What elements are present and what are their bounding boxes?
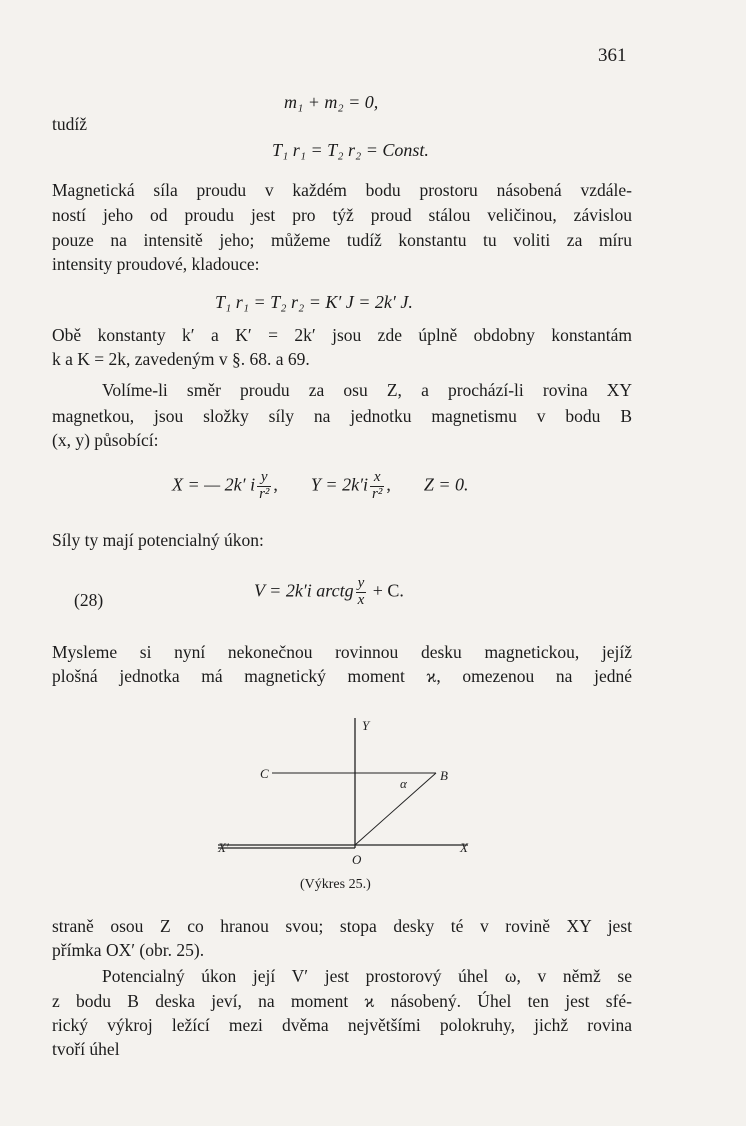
paragraph-line: Obě konstanty k′ a K′ = 2k′ jsou zde úplně obdobny konstantám bbox=[52, 325, 632, 345]
label-x: X bbox=[460, 840, 468, 855]
equation-potential: V = 2k′i arctg $\frac{y}{x}$ + C. bbox=[254, 575, 404, 608]
figure-25 bbox=[200, 700, 500, 875]
paragraph-line: plošná jednotka má magnetický moment ϰ, omezenou na jedné bbox=[52, 666, 632, 686]
paragraph-line: tvoří úhel bbox=[52, 1039, 120, 1059]
paragraph-line: Volíme-li směr proudu za osu Z, a prochází-li rovina XY bbox=[102, 380, 632, 400]
x-component: X = — 2k′ i bbox=[172, 474, 256, 495]
equation-number: (28) bbox=[74, 590, 104, 610]
fraction: $\frac{y}{x}$ bbox=[357, 575, 365, 608]
equation-const: T₁ r₁ = T₂ r₂ = Const. bbox=[272, 140, 429, 160]
fraction: $\frac{x}{\text{r²}}$ bbox=[372, 469, 383, 502]
paragraph-line: (x, y) působící: bbox=[52, 430, 159, 450]
figure-caption: (Výkres 25.) bbox=[300, 877, 371, 892]
label-c: C bbox=[260, 766, 269, 781]
equation-mass-sum: m₁ + m₂ = 0, bbox=[284, 92, 379, 112]
equation-force-components: X = — 2k′ i $\frac{y}{\text{r²}}$ , Y = 2k′i $\frac{x}{\text{r²}}$ , Z = 0. bbox=[172, 469, 469, 502]
y-component: Y = 2k′i bbox=[310, 474, 369, 495]
paragraph-line: intensity proudové, kladouce: bbox=[52, 254, 260, 274]
paragraph-line: rický výkroj ležící mezi dvěma největšími polokruhy, jichž rovina bbox=[52, 1015, 632, 1035]
label-alpha: α bbox=[400, 776, 407, 791]
word-tudiz: tudíž bbox=[52, 114, 87, 134]
paragraph-line: Magnetická síla proudu v každém bodu prostoru násobená vzdále- bbox=[52, 180, 632, 200]
line-ob bbox=[355, 773, 436, 845]
label-o: O bbox=[352, 852, 362, 867]
paragraph-line: Potencialný úkon její V′ jest prostorový úhel ω, v němž se bbox=[102, 966, 632, 986]
label-y: Y bbox=[362, 718, 370, 733]
page-number: 361 bbox=[598, 45, 627, 66]
paragraph-line: Mysleme si nyní nekonečnou rovinnou desku magnetickou, jejíž bbox=[52, 642, 632, 662]
paragraph-line: pouze na intensitě jeho; můžeme tudíž konstantu tu voliti za míru bbox=[52, 230, 632, 250]
paragraph-line: přímka OX′ (obr. 25). bbox=[52, 940, 205, 960]
paragraph-line: magnetkou, jsou složky síly na jednotku magnetismu v bodu B bbox=[52, 406, 632, 426]
paragraph-line: ností jeho od proudu jest pro týž proud stálou veličinou, závislou bbox=[52, 205, 632, 225]
paragraph-line: k a K = 2k, zavedeným v §. 68. a 69. bbox=[52, 349, 310, 369]
z-component: Z = 0. bbox=[423, 474, 469, 495]
paragraph-line: straně osou Z co hranou svou; stopa desky té v rovině XY jest bbox=[52, 916, 632, 936]
label-b: B bbox=[440, 768, 448, 783]
paragraph-line: z bodu B deska jeví, na moment ϰ násobený. Úhel ten jest sfé- bbox=[52, 991, 632, 1011]
label-x-prime: X′ bbox=[218, 840, 229, 855]
equation-intensity: T₁ r₁ = T₂ r₂ = K′ J = 2k′ J. bbox=[215, 292, 413, 312]
paragraph-line: Síly ty mají potencialný úkon: bbox=[52, 530, 264, 550]
fraction: $\frac{y}{\text{r²}}$ bbox=[259, 469, 270, 502]
